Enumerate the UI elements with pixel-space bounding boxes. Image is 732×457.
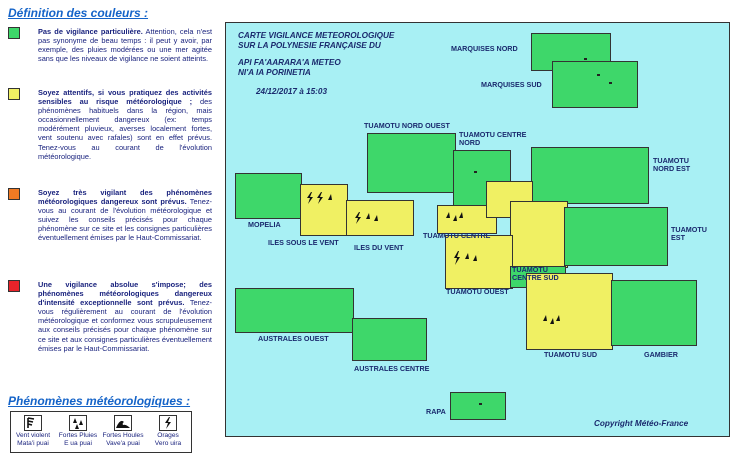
phenomenon-label: Vent violent	[15, 432, 51, 439]
rain-icon	[541, 314, 563, 328]
island-marker	[609, 82, 612, 84]
zone-gambier[interactable]	[611, 280, 697, 346]
label-iles-sous-le-vent: ILES SOUS LE VENT	[268, 238, 339, 247]
phenomenon-label: Orages	[157, 432, 179, 439]
label-iles-du-vent: ILES DU VENT	[354, 243, 404, 252]
wind-icon	[24, 415, 42, 431]
map-title: CARTE VIGILANCE METEOROLOGIQUE SUR LA POLYNESIE FRANÇAISE DU	[238, 31, 395, 50]
zone-tuamotu-nord-est[interactable]	[531, 147, 649, 204]
zone-marquises-sud[interactable]	[552, 61, 638, 108]
label-australes-centre: AUSTRALES CENTRE	[354, 364, 430, 373]
island-marker	[479, 403, 482, 405]
label-tuamotu-est: TUAMOTU EST	[671, 225, 707, 242]
map-subtitle: API FA'AARARA'A METEO NI'A IA PORINETIA	[238, 58, 341, 77]
storm-icon	[452, 250, 484, 266]
label-tuamotu-nord-ouest: TUAMOTU NORD OUEST	[364, 121, 450, 130]
zone-mopelia[interactable]	[235, 173, 302, 219]
zone-tuamotu-nord-ouest[interactable]	[367, 133, 456, 193]
green-swatch	[8, 27, 20, 39]
rain-icon	[444, 211, 466, 225]
zone-tuamotu-ouest[interactable]	[445, 235, 513, 289]
phenomenon-swell	[101, 412, 145, 452]
label-tuamotu-sud: TUAMOTU SUD	[544, 350, 598, 359]
legend-title: Définition des couleurs :	[8, 6, 149, 20]
storm-icon	[305, 191, 337, 205]
storm-icon	[353, 211, 383, 225]
phenomenon-label: Fortes Pluies	[58, 432, 98, 439]
zone-tuamotu-sud[interactable]	[526, 273, 613, 350]
legend-level-text: Pas de vigilance particulière. Attention, cela n'est pas synonyme de beau temps : il peut y avoir, par exemple, des pluies modérées ou une mer agitée sans que les niveaux de vigilance ne soient atteints.	[38, 27, 213, 64]
label-mopelia: MOPELIA	[248, 220, 281, 229]
label-tuamotu-centre: TUAMOTU CENTRE	[423, 231, 491, 240]
red-swatch	[8, 280, 20, 292]
phenomenon-label-local: E ua puai	[64, 439, 92, 447]
phenomenon-label: Fortes Houles	[102, 432, 144, 439]
zone-rapa[interactable]	[450, 392, 506, 420]
zone-australes-centre[interactable]	[352, 318, 427, 361]
map-date: 24/12/2017 à 15:03	[256, 87, 328, 96]
zone-tuamotu-centre-sud-y[interactable]	[510, 201, 568, 268]
label-marquises-nord: MARQUISES NORD	[451, 44, 518, 53]
copyright: Copyright Météo-France	[594, 419, 689, 428]
label-tuamotu-nord-est: TUAMOTU NORD EST	[653, 156, 691, 173]
island-marker	[474, 171, 477, 173]
legend-level-text: Une vigilance absolue s'impose; des phénomènes météorologiques dangereux d'intensité exceptionnelle sont prévus. Tenez-vous régulièrement au courant de l'évolution météorologique et conformez vous scrupuleusement aux conseils précisés pour chaque phénomène sur ce site et aux consignes particulières éventuellement émises par le Haut-Commissariat.	[38, 280, 212, 353]
phenomenon-rain	[56, 412, 100, 452]
zone-iles-sous-le-vent[interactable]	[300, 184, 348, 236]
phenomenon-label-local: Mata'i puai	[17, 439, 49, 447]
yellow-swatch	[8, 88, 20, 100]
island-marker	[597, 74, 600, 76]
vigilance-map	[225, 22, 730, 437]
phenomenon-wind	[11, 412, 55, 452]
legend-level-text: Soyez très vigilant des phénomènes météorologiques dangereux sont prévus. Tenez-vous au courant de l'évolution météorologique et suivez les conseils précisés pour chaque phénomène sur ce site et les consignes particulières éventuellement émises par le Haut-Commissariat.	[38, 188, 212, 243]
island-marker	[584, 58, 587, 60]
phenomenon-label-local: Vero uira	[154, 439, 182, 447]
phenomenon-storm	[146, 412, 190, 452]
phenomena-title: Phénomènes météorologiques :	[8, 394, 191, 408]
rain-icon	[69, 415, 87, 431]
zone-iles-du-vent[interactable]	[346, 200, 414, 236]
label-marquises-sud: MARQUISES SUD	[481, 80, 542, 89]
phenomenon-label-local: Vave'a puai	[106, 439, 140, 447]
label-rapa: RAPA	[426, 407, 446, 416]
label-gambier: GAMBIER	[644, 350, 678, 359]
label-tuamotu-centre-sud: TUAMOTU CENTRE SUD	[512, 265, 559, 282]
label-tuamotu-centre-nord: TUAMOTU CENTRE NORD	[459, 130, 527, 147]
zone-australes-ouest[interactable]	[235, 288, 354, 333]
zone-tuamotu-est[interactable]	[564, 207, 668, 266]
storm-icon	[159, 415, 177, 431]
label-tuamotu-ouest: TUAMOTU OUEST	[446, 287, 509, 296]
label-australes-ouest: AUSTRALES OUEST	[258, 334, 329, 343]
swell-icon	[114, 415, 132, 431]
legend-level-text: Soyez attentifs, si vous pratiquez des activités sensibles au risque météorologique ; des phénomènes habituels dans la région, mais occasionnellement dangereux (ex: temps modérément pluvieux, averses localement fortes, vent soutenu avec rafales) sont en effet prévus. Tenez-vous au courant de l'évolution météorologique.	[38, 88, 212, 161]
orange-swatch	[8, 188, 20, 200]
phenomena-legend	[10, 411, 192, 453]
